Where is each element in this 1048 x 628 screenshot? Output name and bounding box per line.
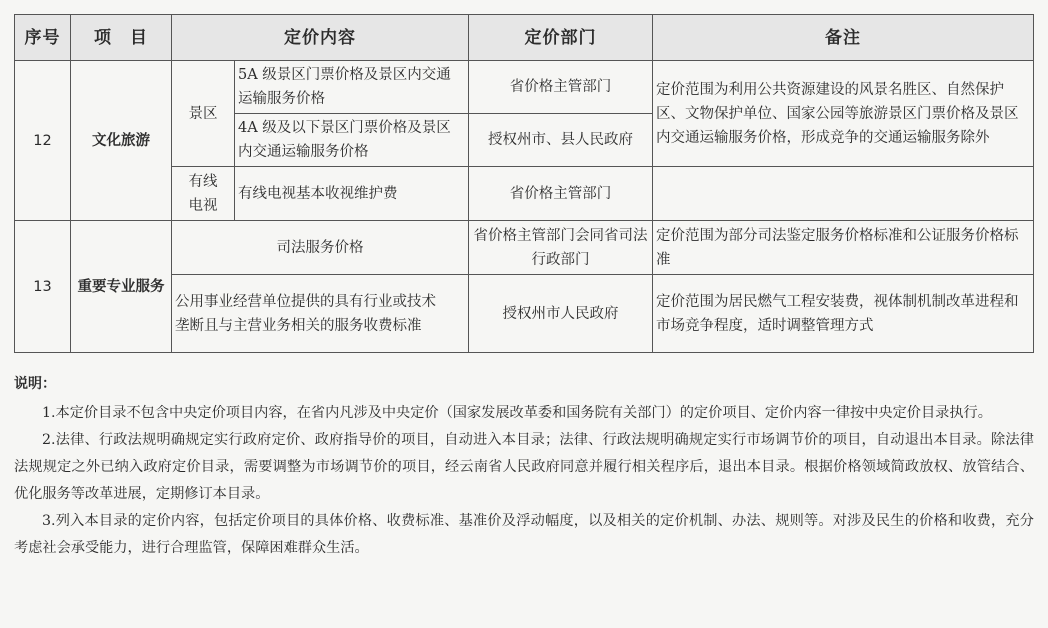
table-row: [15, 61, 1034, 114]
row-number: 12: [15, 61, 71, 221]
header-content: 定价内容: [172, 15, 469, 61]
table-row: [15, 221, 1034, 275]
dept-cell: 授权州市人民政府: [469, 275, 653, 353]
remark-cell: [653, 167, 1034, 221]
header-row: [15, 15, 1034, 61]
header-remark: 备注: [653, 15, 1034, 61]
header-dept: 定价部门: [469, 15, 653, 61]
dept-cell: 省价格主管部门: [469, 61, 653, 114]
row-item: 文化旅游: [71, 61, 172, 221]
note-item: 3.列入本目录的定价内容，包括定价项目的具体价格、收费标准、基准价及浮动幅度，以及相关的定价机制、办法、规则等。对涉及民生的价格和收费，充分考虑社会承受能力，进行合理监管，保障困难群众生活。: [14, 513, 1034, 556]
content-cell: 5A 级景区门票价格及景区内交通运输服务价格: [235, 61, 469, 114]
remark-cell: 定价范围为利用公共资源建设的风景名胜区、自然保护区、文物保护单位、国家公园等旅游景区门票价格及景区内交通运输服务价格，形成竞争的交通运输服务除外: [653, 61, 1034, 167]
header-item: 项 目: [71, 15, 172, 61]
content-cell: 4A 级及以下景区门票价格及景区内交通运输服务价格: [235, 114, 469, 167]
sub-item: 有线电视: [172, 167, 235, 221]
pricing-catalog-table: [14, 14, 1034, 353]
dept-cell: 省价格主管部门会同省司法行政部门: [469, 221, 653, 275]
note-item: 2.法律、行政法规明确规定实行政府定价、政府指导价的项目，自动进入本目录；法律、行政法规明确规定实行市场调节价的项目，自动退出本目录。除法律法规规定之外已纳入政府定价目录，需要调整为市场调节价的项目，经云南省人民政府同意并履行相关程序后，退出本目录。根据价格领域简政放权、放管结合、优化服务等改革进展，定期修订本目录。: [14, 432, 1034, 502]
content-cell: 司法服务价格: [172, 221, 469, 275]
remark-cell: 定价范围为居民燃气工程安装费，视体制机制改革进程和市场竞争程度，适时调整管理方式: [653, 275, 1034, 353]
content-cell: 公用事业经营单位提供的具有行业或技术垄断且与主营业务相关的服务收费标准: [172, 275, 469, 353]
sub-item: 景区: [172, 61, 235, 167]
notes-title: 说明：: [14, 376, 56, 392]
header-no: 序号: [15, 15, 71, 61]
dept-cell: 授权州市、县人民政府: [469, 114, 653, 167]
note-item: 1.本定价目录不包含中央定价项目内容，在省内凡涉及中央定价（国家发展改革委和国务院有关部门）的定价项目、定价内容一律按中央定价目录执行。: [42, 405, 992, 421]
notes-section: [14, 371, 1034, 562]
remark-cell: 定价范围为部分司法鉴定服务价格标准和公证服务价格标准: [653, 221, 1034, 275]
dept-cell: 省价格主管部门: [469, 167, 653, 221]
row-item: 重要专业服务: [71, 221, 172, 353]
content-cell: 有线电视基本收视维护费: [235, 167, 469, 221]
row-number: 13: [15, 221, 71, 353]
